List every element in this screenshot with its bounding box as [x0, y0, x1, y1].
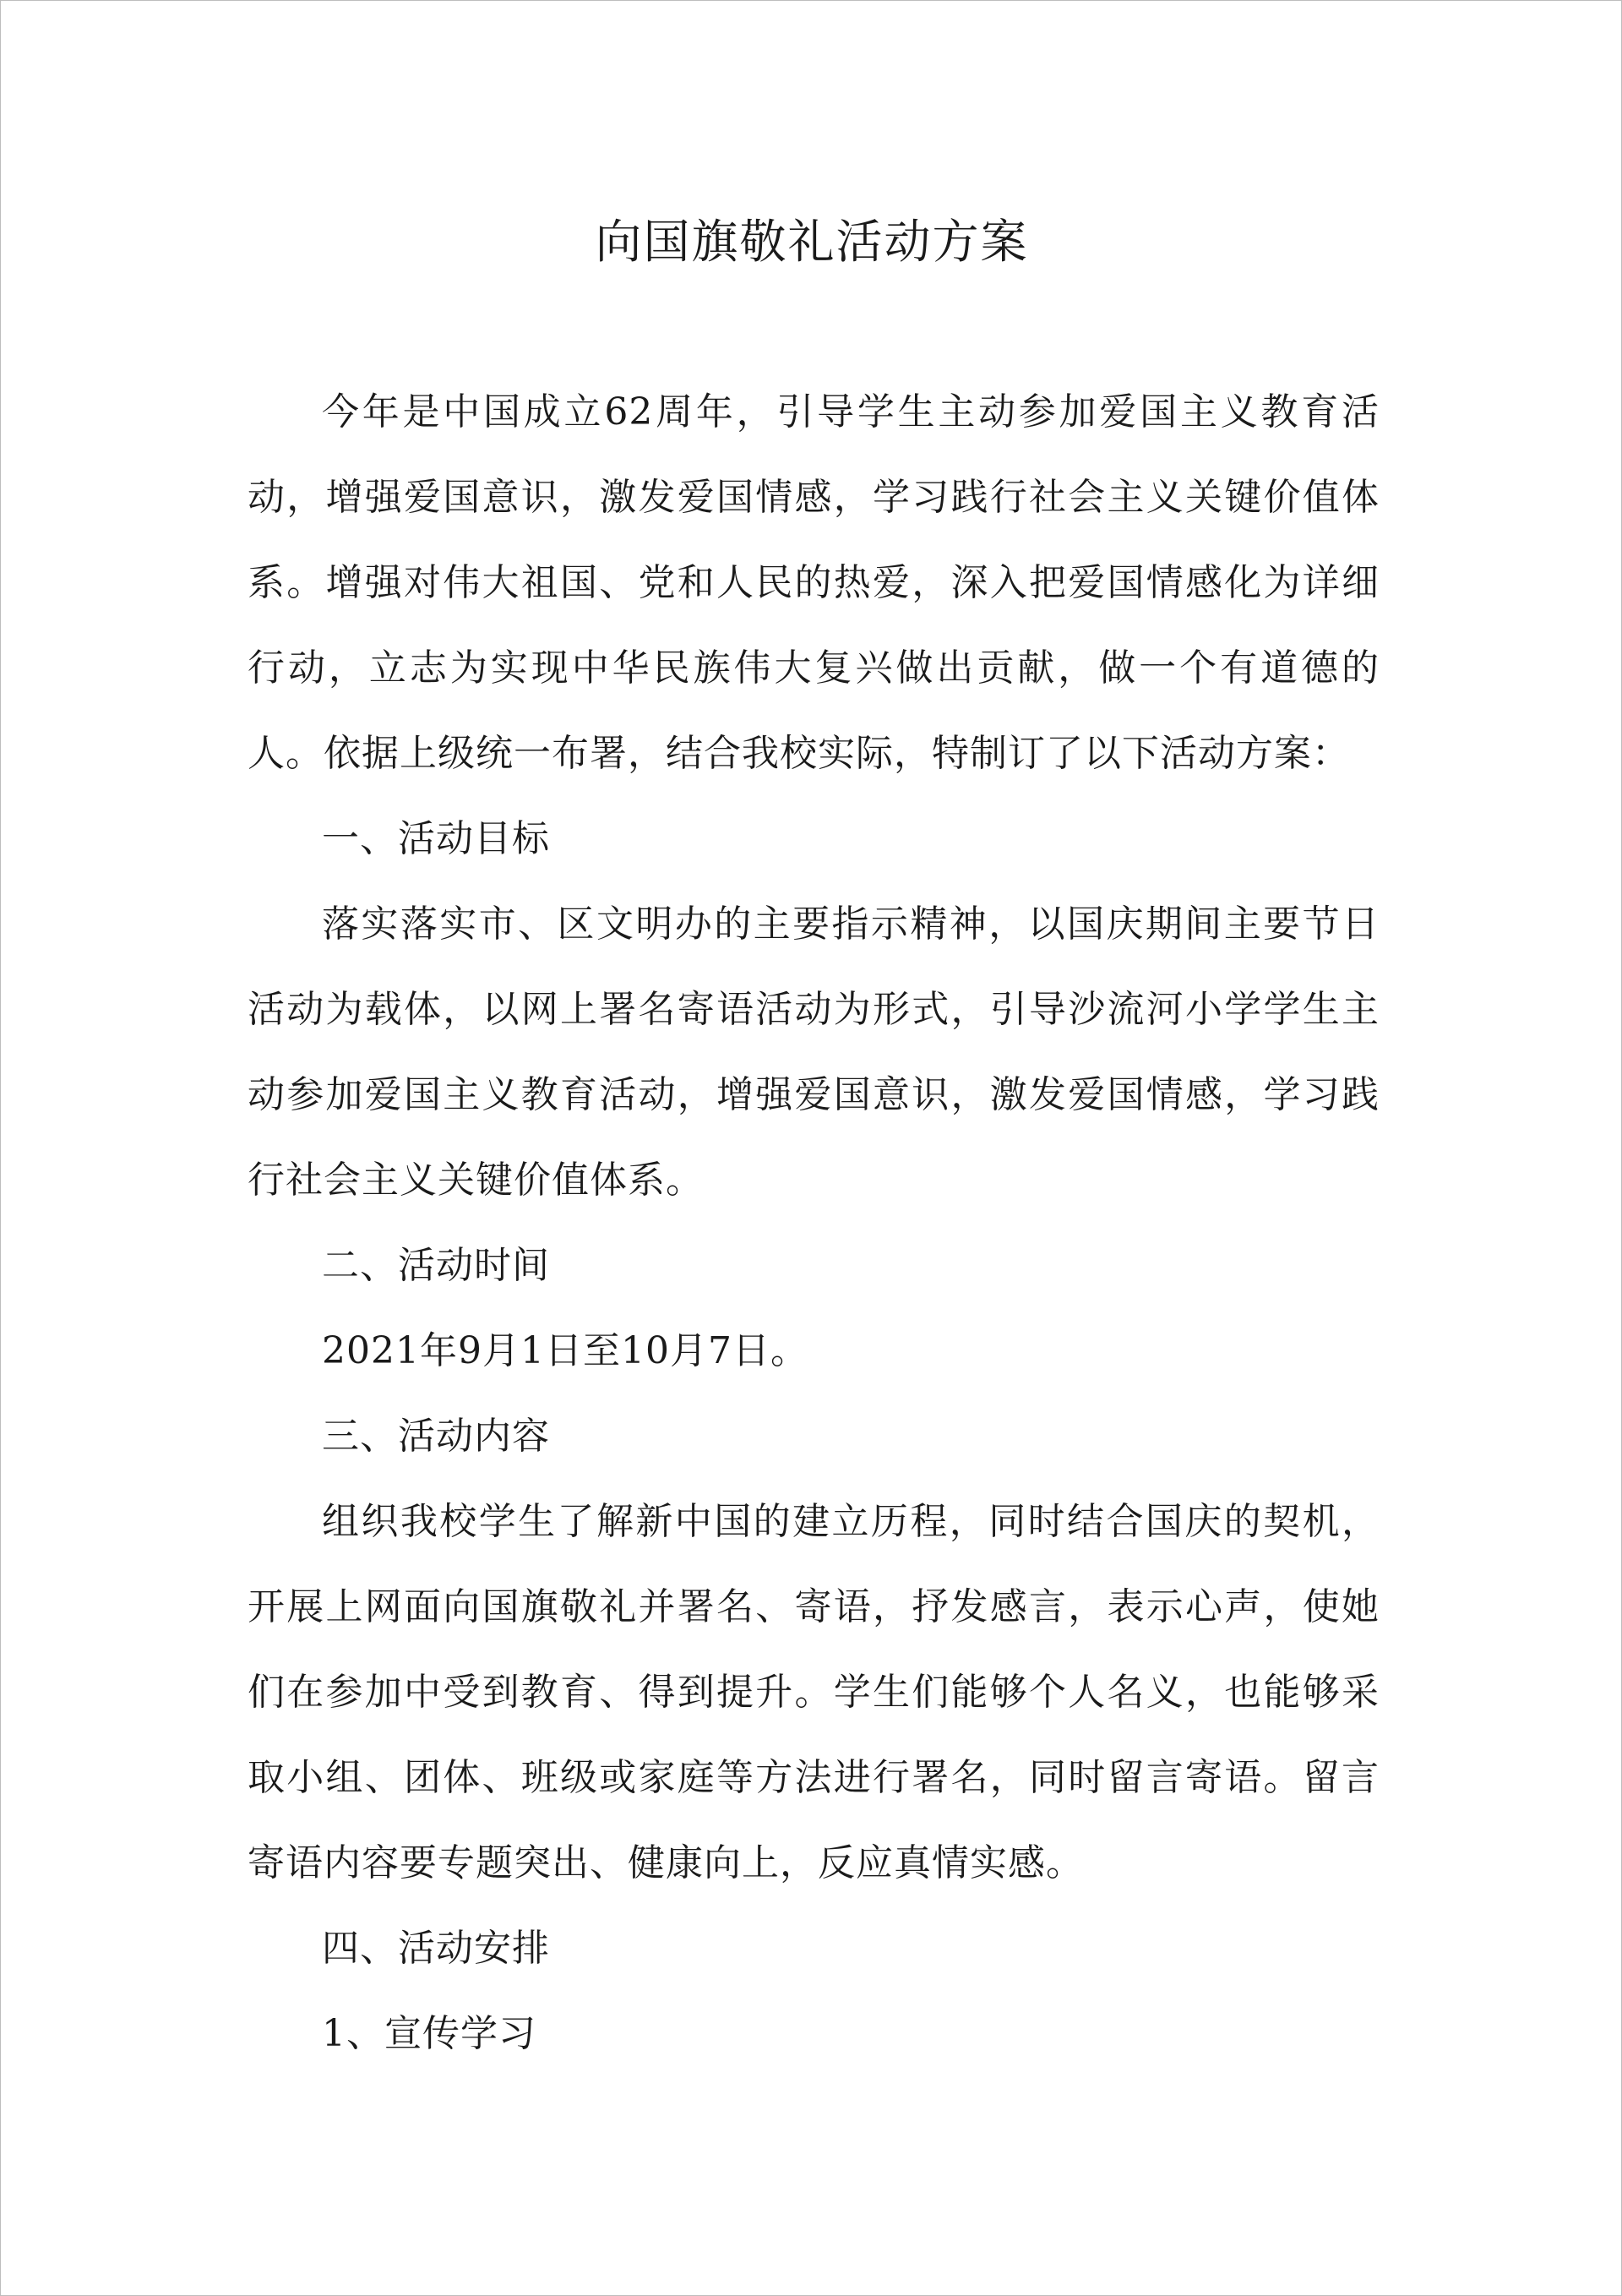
- section-heading-arrangement: 四、活动安排: [322, 1927, 550, 1970]
- document-body: [248, 369, 1380, 2076]
- time-paragraph: 2021年9月1日至10月7日。: [322, 1329, 808, 1372]
- document-title: 向国旗敬礼活动方案: [595, 215, 1029, 269]
- section-heading-content: 三、活动内容: [322, 1415, 550, 1458]
- section-heading-goals: 一、活动目标: [322, 817, 550, 860]
- content-paragraph: 组织我校学生了解新中国的建立历程，同时结合国庆的契机，开展上网面向国旗敬礼并署名、寄语，抒发感言，表示心声，使她们在参加中受到教育、得到提升。学生们能够个人名义，也能够采取小组、团体、班级或家庭等方法进行署名，同时留言寄语。留言寄语内容要专题突出、健康向上，反应真情实感。: [248, 1500, 1380, 1884]
- subsection-heading-publicity: 1、宣传学习: [322, 2012, 536, 2055]
- intro-paragraph: 今年是中国成立62周年，引导学生主动参加爱国主义教育活动，增强爱国意识，激发爱国情感，学习践行社会主义关键价值体系。增强对伟大祖国、党和人民的热爱，深入把爱国情感化为详细行动，立志为实现中华民族伟大复兴做出贡献，做一个有道德的人。依据上级统一布署，结合我校实际，特制订了以下活动方案：: [248, 390, 1380, 775]
- goals-paragraph: 落实落实市、区文明办的主要指示精神，以国庆期间主要节日活动为载体，以网上署名寄语活动为形式，引导沙流河小学学生主动参加爱国主义教育活动，增强爱国意识，激发爱国情感，学习践行社会主义关键价值体系。: [248, 903, 1380, 1202]
- section-heading-time: 二、活动时间: [322, 1244, 550, 1287]
